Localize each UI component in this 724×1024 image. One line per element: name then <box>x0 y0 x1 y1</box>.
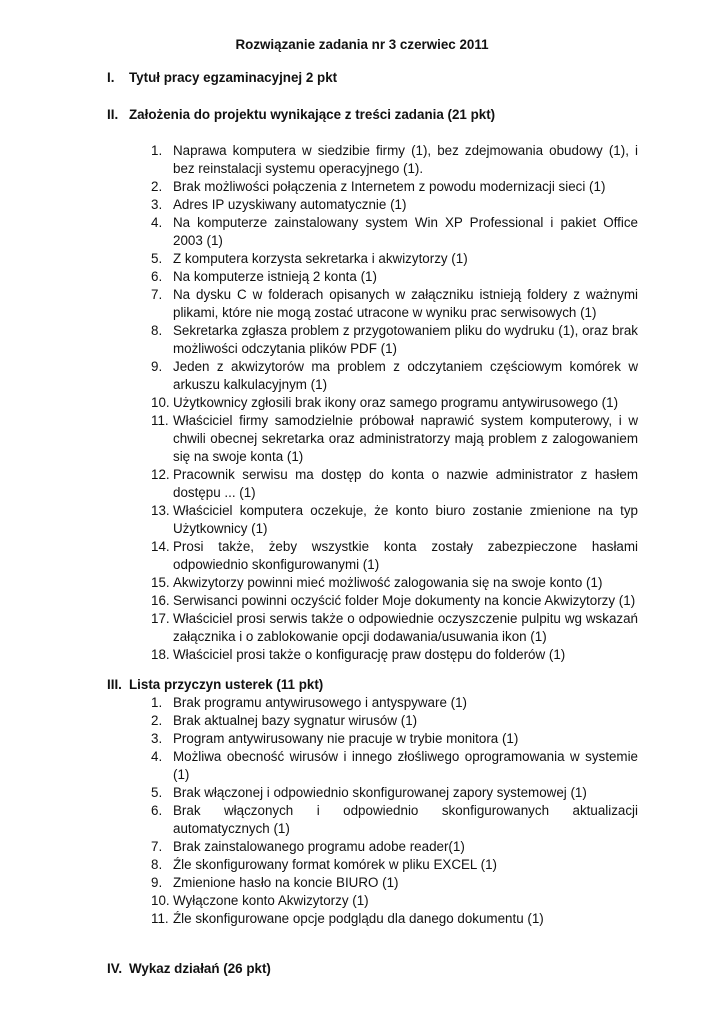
item-text: Adres IP uzyskiwany automatycznie (1) <box>173 197 407 212</box>
item-number: 13. <box>151 503 170 518</box>
item-number: 5. <box>151 785 163 800</box>
item-number: 15. <box>151 575 170 590</box>
item-number: 1. <box>151 143 163 158</box>
list-item <box>151 730 638 748</box>
section-heading-1 <box>107 69 337 87</box>
item-text: Pracownik serwisu ma dostęp do konta o nazwie administrator z hasłem dostępu ... (1) <box>173 467 638 500</box>
list-item <box>151 646 638 664</box>
item-text: Brak aktualnej bazy sygnatur wirusów (1) <box>173 713 418 728</box>
item-number: 3. <box>151 731 163 746</box>
item-number: 11. <box>151 911 169 926</box>
list-item <box>151 610 638 646</box>
item-text: Prosi także, żeby wszystkie konta zostały zabezpieczone hasłami odpowiednio skonfigurowanymi (1) <box>173 539 638 572</box>
item-text: Brak zainstalowanego programu adobe reader(1) <box>173 839 465 854</box>
list-item <box>151 142 638 178</box>
list-item <box>151 838 638 856</box>
item-text: Źle skonfigurowany format komórek w pliku EXCEL (1) <box>173 857 497 872</box>
section-heading-3 <box>107 676 323 694</box>
item-text: Właściciel prosi serwis także o odpowiednie oczyszczenie pulpitu wg wskazań załącznika i o zablokowanie opcji dodawania/usuwania ikon (1) <box>173 611 638 644</box>
item-number: 7. <box>151 839 163 854</box>
item-text: Brak programu antywirusowego i antyspyware (1) <box>173 695 467 710</box>
list-item <box>151 412 638 466</box>
item-text: Naprawa komputera w siedzibie firmy (1), bez zdejmowania obudowy (1), i bez reinstalacji systemu operacyjnego (1). <box>173 143 638 176</box>
item-number: 12. <box>151 467 170 482</box>
item-text: Zmienione hasło na koncie BIURO (1) <box>173 875 399 890</box>
list-item <box>151 574 638 592</box>
item-number: 10. <box>151 893 170 908</box>
section-number: III. <box>107 677 122 692</box>
list-item <box>151 910 638 928</box>
item-text: Użytkownicy zgłosili brak ikony oraz samego programu antywirusowego (1) <box>173 395 619 410</box>
item-text: Właściciel firmy samodzielnie próbował naprawić system komputerowy, i w chwili obecnej sekretarka oraz administratorzy mają problem z zalogowaniem się na swoje konta (1) <box>173 413 638 464</box>
item-number: 3. <box>151 197 163 212</box>
list-item <box>151 358 638 394</box>
item-number: 7. <box>151 287 163 302</box>
list-item <box>151 538 638 574</box>
list-item <box>151 712 638 730</box>
list-item <box>151 592 638 610</box>
list-item <box>151 394 638 412</box>
list-item <box>151 892 638 910</box>
item-number: 1. <box>151 695 163 710</box>
section-title: Lista przyczyn usterek (11 pkt) <box>129 677 324 692</box>
list-item <box>151 286 638 322</box>
section-number: I. <box>107 70 115 85</box>
document-title: Rozwiązanie zadania nr 3 czerwiec 2011 <box>235 37 489 52</box>
item-text: Akwizytorzy powinni mieć możliwość zalogowania się na swoje konto (1) <box>173 575 603 590</box>
item-text: Brak włączonej i odpowiednio skonfigurowanej zapory systemowej (1) <box>173 785 587 800</box>
list-item <box>151 214 638 250</box>
assumptions-list <box>151 142 638 664</box>
item-text: Na komputerze zainstalowany system Win XP Professional i pakiet Office 2003 (1) <box>173 215 638 248</box>
item-number: 5. <box>151 251 163 266</box>
section-title: Założenia do projektu wynikające z treści zadania (21 pkt) <box>129 107 496 122</box>
list-item <box>151 196 638 214</box>
item-text: Sekretarka zgłasza problem z przygotowaniem pliku do wydruku (1), oraz brak możliwości odczytania plików PDF (1) <box>173 323 638 356</box>
list-item <box>151 856 638 874</box>
list-item <box>151 466 638 502</box>
item-text: Brak włączonych i odpowiednio skonfigurowanych aktualizacji automatycznych (1) <box>173 803 638 836</box>
list-item <box>151 250 638 268</box>
list-item <box>151 694 638 712</box>
section-number: IV. <box>107 961 123 976</box>
list-item <box>151 502 638 538</box>
section-heading-4 <box>107 960 271 978</box>
item-number: 6. <box>151 269 163 284</box>
item-number: 11. <box>151 413 169 428</box>
item-number: 6. <box>151 803 163 818</box>
item-text: Z komputera korzysta sekretarka i akwizytorzy (1) <box>173 251 468 266</box>
item-text: Serwisanci powinni oczyścić folder Moje dokumenty na koncie Akwizytorzy (1) <box>173 593 636 608</box>
item-text: Możliwa obecność wirusów i innego złośliwego oprogramowania w systemie (1) <box>173 749 638 782</box>
item-text: Program antywirusowany nie pracuje w trybie monitora (1) <box>173 731 519 746</box>
item-number: 2. <box>151 179 163 194</box>
item-number: 2. <box>151 713 163 728</box>
item-text: Brak możliwości połączenia z Internetem z powodu modernizacji sieci (1) <box>173 179 606 194</box>
list-item <box>151 748 638 784</box>
item-number: 8. <box>151 323 163 338</box>
item-text: Źle skonfigurowane opcje podglądu dla danego dokumentu (1) <box>173 911 544 926</box>
item-text: Na dysku C w folderach opisanych w załączniku istnieją foldery z ważnymi plikami, które nie mogą zostać utracone w wyniku prac serwisowych (1) <box>173 287 638 320</box>
item-number: 8. <box>151 857 163 872</box>
list-item <box>151 802 638 838</box>
section-number: II. <box>107 107 119 122</box>
list-item <box>151 784 638 802</box>
list-item <box>151 874 638 892</box>
item-text: Jeden z akwizytorów ma problem z odczytaniem częściowym komórek w arkuszu kalkulacyjnym (1) <box>173 359 638 392</box>
item-number: 18. <box>151 647 170 662</box>
item-number: 9. <box>151 875 163 890</box>
item-text: Właściciel prosi także o konfigurację praw dostępu do folderów (1) <box>173 647 566 662</box>
list-item <box>151 178 638 196</box>
item-text: Wyłączone konto Akwizytorzy (1) <box>173 893 369 908</box>
item-number: 17. <box>151 611 170 626</box>
section-title: Tytuł pracy egzaminacyjnej 2 pkt <box>129 70 338 85</box>
item-number: 9. <box>151 359 163 374</box>
item-number: 10. <box>151 395 170 410</box>
fault-causes-list <box>151 694 638 928</box>
item-number: 14. <box>151 539 170 554</box>
list-item <box>151 268 638 286</box>
section-heading-2 <box>107 106 495 124</box>
item-number: 16. <box>151 593 170 608</box>
item-number: 4. <box>151 749 163 764</box>
item-text: Właściciel komputera oczekuje, że konto biuro zostanie zmienione na typ Użytkownicy (1) <box>173 503 638 536</box>
item-number: 4. <box>151 215 163 230</box>
section-title: Wykaz działań (26 pkt) <box>129 961 271 976</box>
list-item <box>151 322 638 358</box>
item-text: Na komputerze istnieją 2 konta (1) <box>173 269 377 284</box>
